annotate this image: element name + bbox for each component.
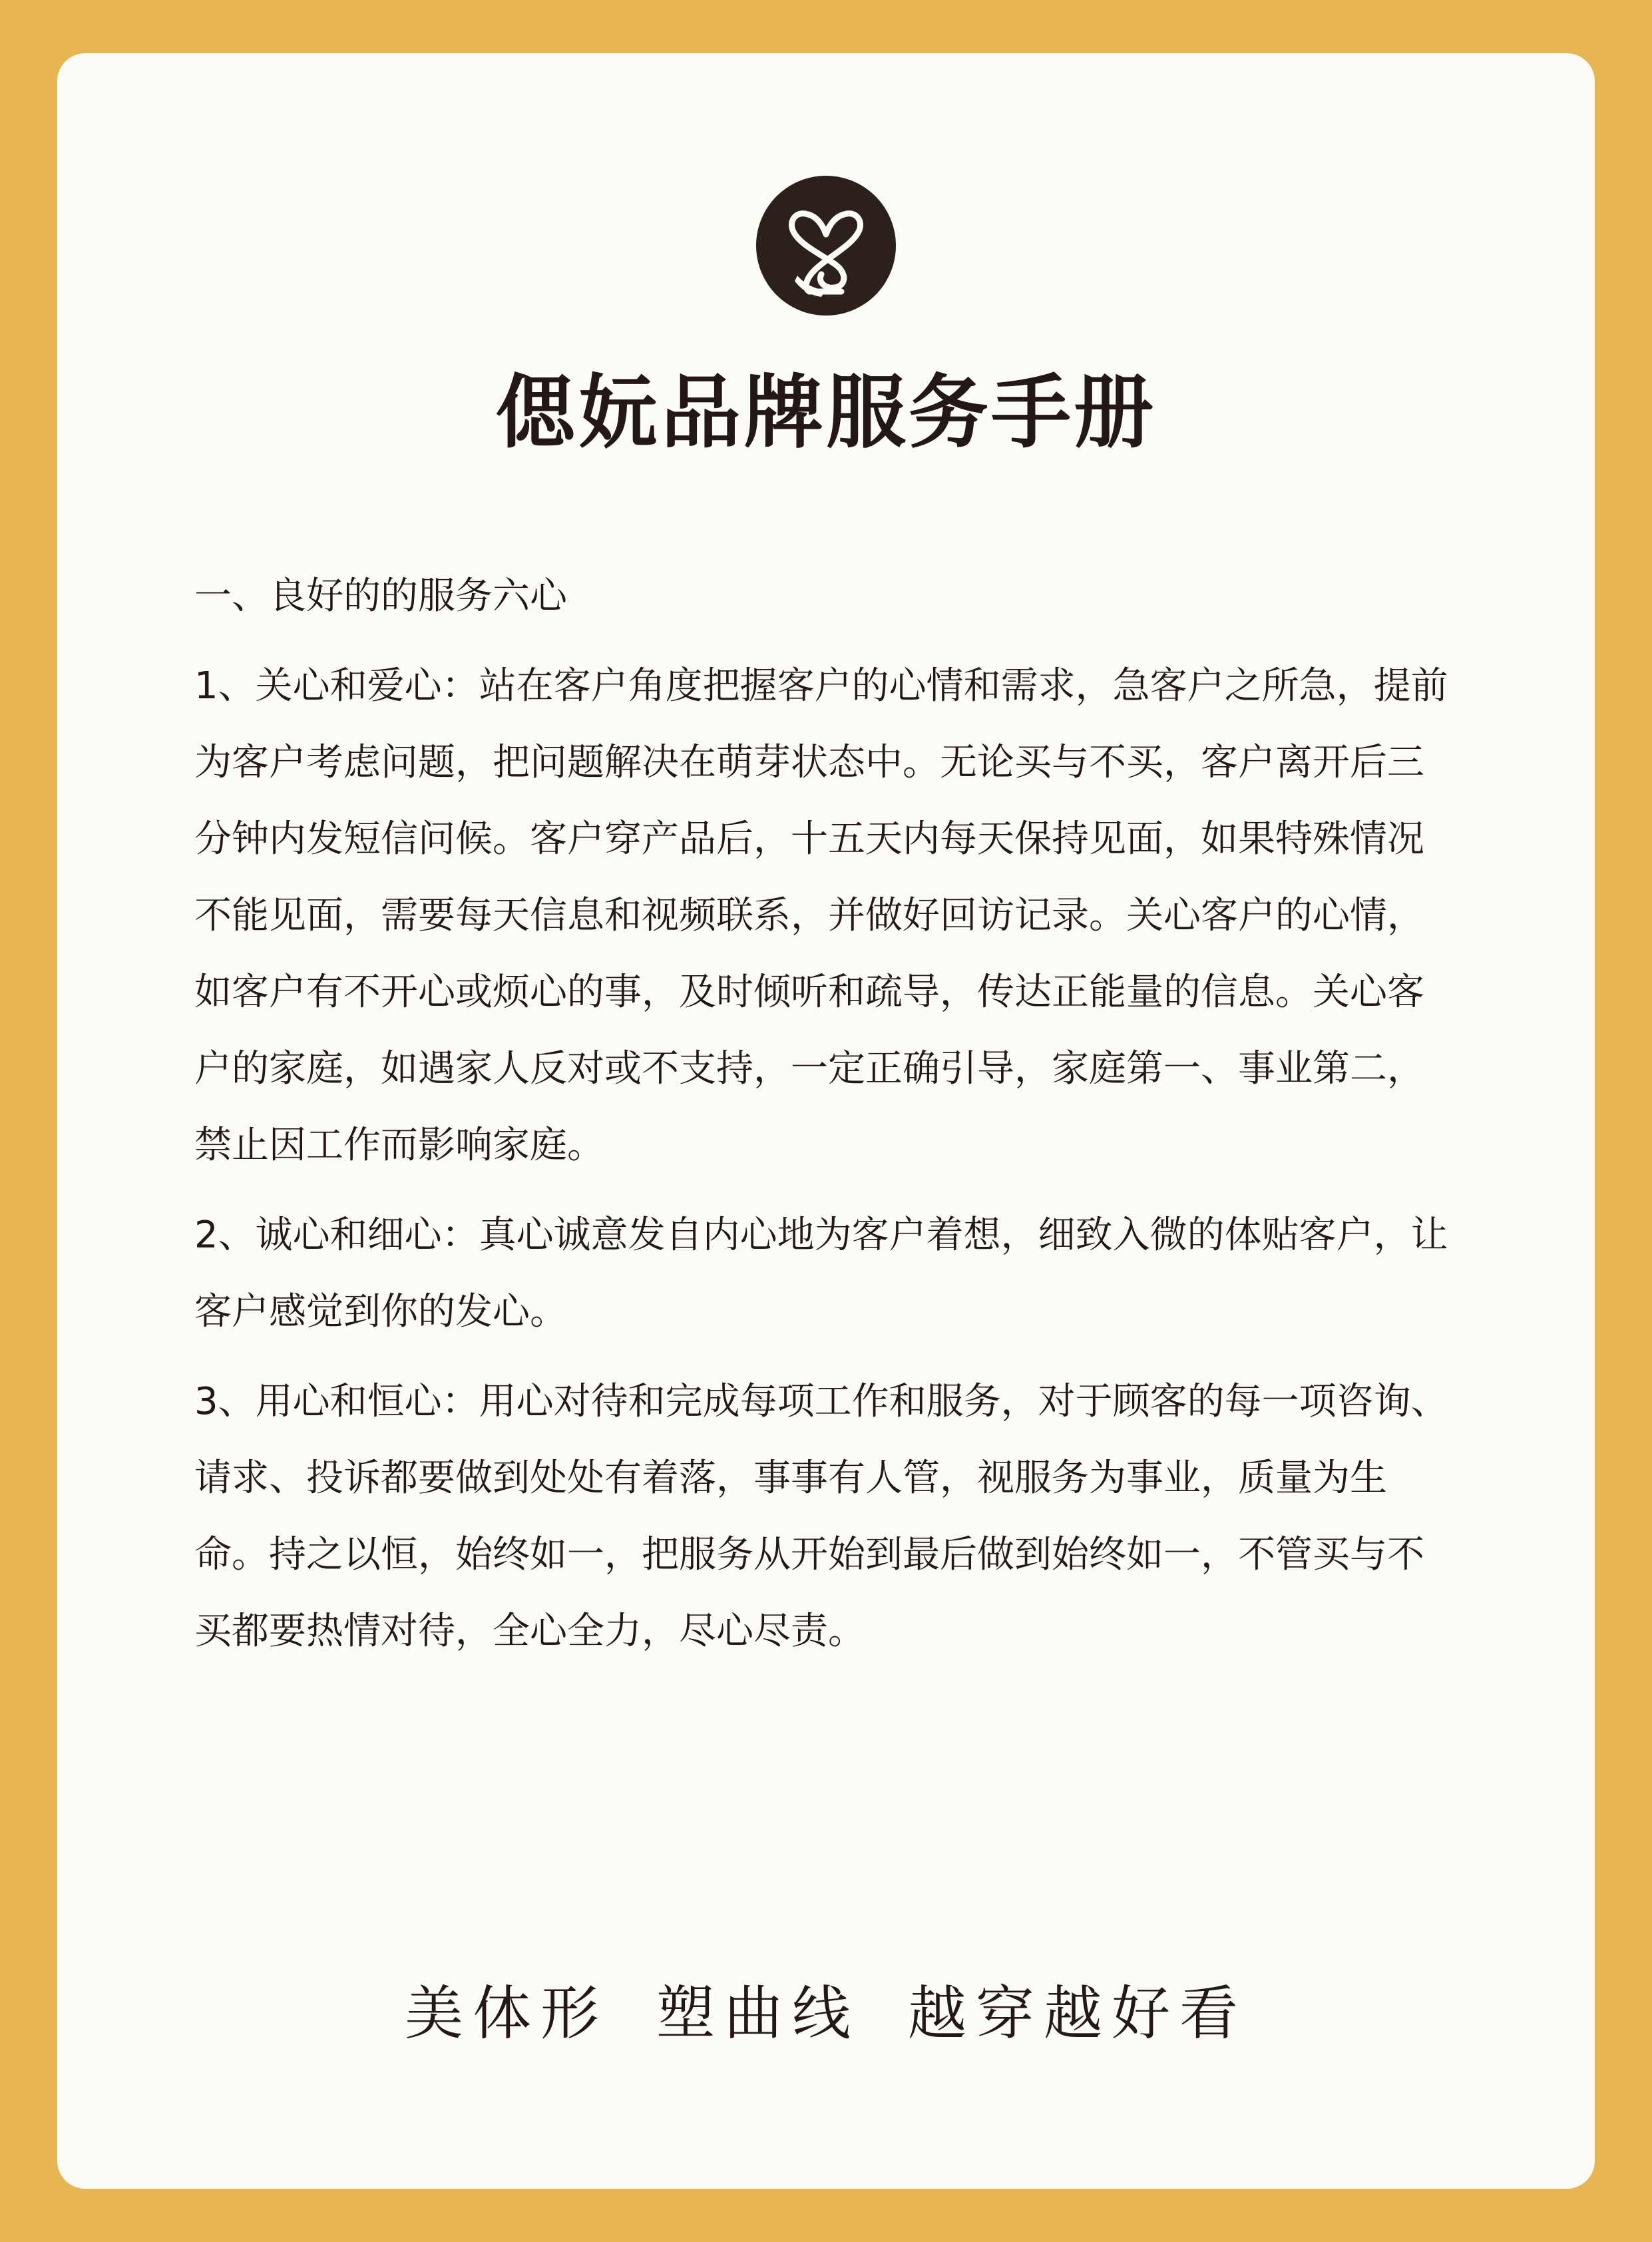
section-heading: 一、良好的的服务六心: [194, 574, 567, 618]
page-title: 偲妧品牌服务手册: [496, 365, 1156, 459]
service-item-2: 2、诚心和细心：真心诚意发自内心地为客户着想，细致入微的体贴客户，让客户感觉到你的发心。: [194, 1214, 1448, 1333]
heart-ribbon-icon: [756, 176, 896, 316]
brand-slogan: 美体形 塑曲线 越穿越好看: [405, 1979, 1247, 2048]
service-item-1: 1、关心和爱心：站在客户角度把握客户的心情和需求，急客户之所急，提前为客户考虑问题，把问题解决在萌芽状态中。无论买与不买，客户离开后三分钟内发短信问候。客户穿产品后，十五天内每天保持见面，如果特殊情况不能见面，需要每天信息和视频联系，并做好回访记录。关心客户的心情，如客户有不开心或烦心的事，及时倾听和疏导，传达正能量的信息。关心客户的家庭，如遇家人反对或不支持，一定正确引导，家庭第一、事业第二，禁止因工作而影响家庭。: [194, 664, 1448, 1167]
brand-logo: [756, 176, 896, 316]
service-item-3: 3、用心和恒心：用心对待和完成每项工作和服务，对于顾客的每一项咨询、请求、投诉都要做到处处有着落，事事有人管，视服务为事业，质量为生命。持之以恒，始终如一，把服务从开始到最后做到始终如一，不管买与不买都要热情对待，全心全力，尽心尽责。: [194, 1380, 1448, 1653]
manual-content: [194, 558, 1459, 1683]
